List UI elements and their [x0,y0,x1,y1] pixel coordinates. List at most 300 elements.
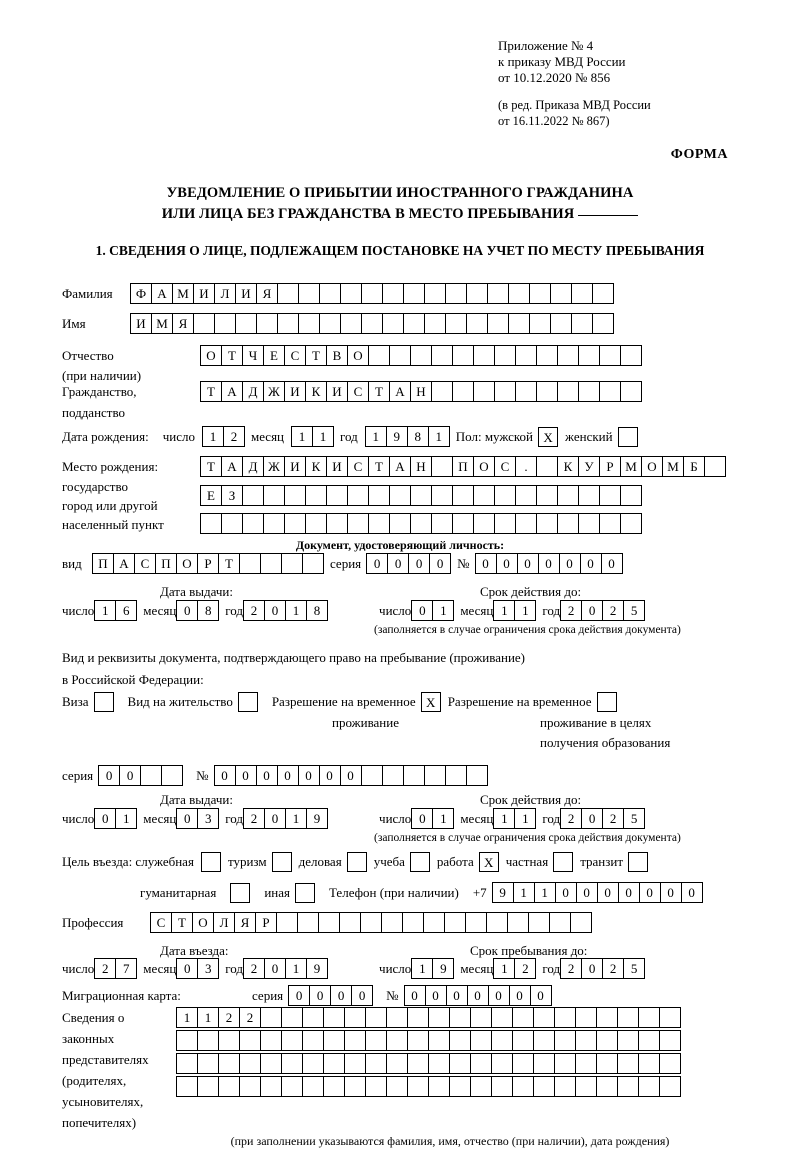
purpose-private-checkbox[interactable] [553,852,573,872]
char-cell[interactable]: С [150,912,172,933]
char-cell[interactable] [298,313,320,334]
char-cell[interactable]: О [200,345,222,366]
char-cell[interactable]: 0 [618,882,640,903]
char-cell[interactable] [323,1007,345,1028]
purpose-transit-checkbox[interactable] [628,852,648,872]
entry-day-boxes[interactable] [94,958,136,979]
char-cell[interactable] [302,1053,324,1074]
char-cell[interactable] [260,553,282,574]
char-cell[interactable] [466,283,488,304]
char-cell[interactable] [592,283,614,304]
char-cell[interactable]: 1 [285,808,307,829]
char-cell[interactable] [508,313,530,334]
char-cell[interactable]: 1 [493,600,515,621]
char-cell[interactable] [487,283,509,304]
char-cell[interactable]: 0 [404,985,426,1006]
char-cell[interactable] [221,513,243,534]
char-cell[interactable] [382,765,404,786]
char-cell[interactable] [529,313,551,334]
char-cell[interactable] [599,513,621,534]
entry-month-boxes[interactable] [176,958,218,979]
char-cell[interactable] [161,765,183,786]
char-cell[interactable] [620,345,642,366]
char-cell[interactable] [473,485,495,506]
char-cell[interactable]: 0 [660,882,682,903]
char-cell[interactable]: 2 [218,1007,240,1028]
char-cell[interactable]: 0 [581,808,603,829]
char-cell[interactable]: О [347,345,369,366]
char-cell[interactable] [575,1053,597,1074]
char-cell[interactable]: 0 [408,553,430,574]
char-cell[interactable] [536,456,558,477]
char-cell[interactable] [389,485,411,506]
char-cell[interactable]: 0 [559,553,581,574]
char-cell[interactable]: 2 [239,1007,261,1028]
char-cell[interactable] [242,513,264,534]
char-cell[interactable] [470,1030,492,1051]
char-cell[interactable] [494,381,516,402]
char-cell[interactable] [284,485,306,506]
char-cell[interactable]: 0 [601,553,623,574]
char-cell[interactable] [319,313,341,334]
char-cell[interactable] [617,1030,639,1051]
char-cell[interactable]: 1 [285,600,307,621]
char-cell[interactable] [570,912,592,933]
char-cell[interactable] [554,1053,576,1074]
char-cell[interactable]: 0 [517,553,539,574]
char-cell[interactable] [659,1076,681,1097]
purpose-humanitarian-checkbox[interactable] [230,883,250,903]
char-cell[interactable] [578,381,600,402]
char-cell[interactable]: 0 [576,882,598,903]
char-cell[interactable] [260,1053,282,1074]
visa-checkbox[interactable] [94,692,114,712]
char-cell[interactable]: 3 [197,958,219,979]
char-cell[interactable]: И [326,456,348,477]
char-cell[interactable]: 1 [432,600,454,621]
char-cell[interactable]: 9 [386,426,408,447]
char-cell[interactable] [557,381,579,402]
char-cell[interactable] [407,1053,429,1074]
char-cell[interactable] [340,283,362,304]
char-cell[interactable] [466,765,488,786]
char-cell[interactable] [536,513,558,534]
char-cell[interactable] [536,485,558,506]
char-cell[interactable] [318,912,340,933]
char-cell[interactable] [276,912,298,933]
char-cell[interactable] [638,1030,660,1051]
char-cell[interactable] [386,1076,408,1097]
char-cell[interactable]: О [192,912,214,933]
char-cell[interactable] [407,1007,429,1028]
char-cell[interactable] [382,283,404,304]
char-cell[interactable] [344,1076,366,1097]
char-cell[interactable]: С [494,456,516,477]
char-cell[interactable]: А [151,283,173,304]
migration-number-boxes[interactable] [404,985,551,1006]
char-cell[interactable]: 0 [488,985,510,1006]
char-cell[interactable] [617,1053,639,1074]
char-cell[interactable] [428,1030,450,1051]
char-cell[interactable] [620,381,642,402]
char-cell[interactable] [659,1007,681,1028]
char-cell[interactable]: М [172,283,194,304]
sex-male-checkbox[interactable]: X [538,427,558,447]
char-cell[interactable] [533,1076,555,1097]
char-cell[interactable] [424,283,446,304]
identity-valid-month-boxes[interactable] [493,600,535,621]
char-cell[interactable] [176,1030,198,1051]
char-cell[interactable] [486,912,508,933]
char-cell[interactable]: О [176,553,198,574]
char-cell[interactable] [281,1007,303,1028]
char-cell[interactable] [449,1030,471,1051]
char-cell[interactable] [512,1007,534,1028]
char-cell[interactable]: Н [410,381,432,402]
char-cell[interactable] [704,456,726,477]
char-cell[interactable]: 0 [387,553,409,574]
char-cell[interactable] [410,345,432,366]
char-cell[interactable]: 1 [428,426,450,447]
char-cell[interactable]: 2 [243,958,265,979]
char-cell[interactable] [491,1007,513,1028]
char-cell[interactable]: 0 [235,765,257,786]
char-cell[interactable] [423,912,445,933]
char-cell[interactable] [368,513,390,534]
char-cell[interactable] [575,1076,597,1097]
char-cell[interactable] [638,1076,660,1097]
char-cell[interactable] [592,313,614,334]
char-cell[interactable] [431,456,453,477]
birth-year-boxes[interactable] [365,426,449,447]
char-cell[interactable] [305,485,327,506]
char-cell[interactable]: 0 [530,985,552,1006]
char-cell[interactable] [239,553,261,574]
char-cell[interactable] [239,1053,261,1074]
char-cell[interactable]: 1 [291,426,313,447]
char-cell[interactable] [617,1007,639,1028]
char-cell[interactable] [596,1053,618,1074]
char-cell[interactable]: А [389,381,411,402]
char-cell[interactable] [176,1076,198,1097]
char-cell[interactable]: Д [242,456,264,477]
char-cell[interactable] [277,313,299,334]
char-cell[interactable]: З [221,485,243,506]
char-cell[interactable] [473,513,495,534]
char-cell[interactable] [473,345,495,366]
char-cell[interactable] [260,1007,282,1028]
char-cell[interactable]: Д [242,381,264,402]
char-cell[interactable] [340,313,362,334]
char-cell[interactable] [347,485,369,506]
char-cell[interactable]: Я [172,313,194,334]
char-cell[interactable] [507,912,529,933]
char-cell[interactable] [445,283,467,304]
char-cell[interactable] [260,1076,282,1097]
char-cell[interactable] [361,313,383,334]
stay-issue-year-boxes[interactable] [243,808,327,829]
birthplace-boxes-row3[interactable] [200,513,641,534]
char-cell[interactable] [381,912,403,933]
char-cell[interactable]: 0 [277,765,299,786]
char-cell[interactable]: 9 [306,808,328,829]
char-cell[interactable]: А [113,553,135,574]
char-cell[interactable] [218,1030,240,1051]
char-cell[interactable] [200,513,222,534]
char-cell[interactable]: И [235,283,257,304]
patronymic-boxes[interactable] [200,345,641,366]
char-cell[interactable] [512,1076,534,1097]
char-cell[interactable] [487,313,509,334]
representatives-boxes-2[interactable] [176,1030,680,1051]
char-cell[interactable] [242,485,264,506]
char-cell[interactable] [403,765,425,786]
char-cell[interactable]: 0 [467,985,489,1006]
char-cell[interactable]: 2 [560,958,582,979]
char-cell[interactable] [297,912,319,933]
char-cell[interactable]: 3 [197,808,219,829]
char-cell[interactable]: 1 [514,600,536,621]
char-cell[interactable]: 0 [580,553,602,574]
char-cell[interactable]: 0 [411,808,433,829]
char-cell[interactable] [596,1007,618,1028]
char-cell[interactable]: С [347,381,369,402]
char-cell[interactable]: 0 [119,765,141,786]
char-cell[interactable]: 6 [115,600,137,621]
char-cell[interactable] [281,1053,303,1074]
char-cell[interactable] [431,345,453,366]
char-cell[interactable] [239,1030,261,1051]
char-cell[interactable] [263,513,285,534]
char-cell[interactable]: И [284,456,306,477]
char-cell[interactable] [386,1007,408,1028]
char-cell[interactable] [344,1007,366,1028]
char-cell[interactable] [571,313,593,334]
char-cell[interactable] [550,283,572,304]
char-cell[interactable]: 0 [496,553,518,574]
char-cell[interactable] [596,1076,618,1097]
char-cell[interactable]: Р [197,553,219,574]
char-cell[interactable]: С [347,456,369,477]
char-cell[interactable]: 8 [197,600,219,621]
char-cell[interactable] [554,1076,576,1097]
char-cell[interactable]: 2 [223,426,245,447]
identity-issue-day-boxes[interactable] [94,600,136,621]
char-cell[interactable]: О [641,456,663,477]
stay-number-boxes[interactable] [214,765,487,786]
char-cell[interactable] [550,313,572,334]
char-cell[interactable] [410,485,432,506]
char-cell[interactable] [403,313,425,334]
char-cell[interactable] [424,765,446,786]
char-cell[interactable]: А [221,456,243,477]
char-cell[interactable] [449,1076,471,1097]
temp-residence-checkbox[interactable]: X [421,692,441,712]
char-cell[interactable] [470,1076,492,1097]
char-cell[interactable] [193,313,215,334]
char-cell[interactable]: 0 [366,553,388,574]
char-cell[interactable] [449,1007,471,1028]
char-cell[interactable] [596,1030,618,1051]
char-cell[interactable] [277,283,299,304]
surname-boxes[interactable] [130,283,613,304]
identity-series-boxes[interactable] [366,553,450,574]
char-cell[interactable] [424,313,446,334]
char-cell[interactable] [360,912,382,933]
char-cell[interactable] [638,1053,660,1074]
char-cell[interactable] [536,381,558,402]
char-cell[interactable]: 0 [446,985,468,1006]
identity-valid-day-boxes[interactable] [411,600,453,621]
edu-residence-checkbox[interactable] [597,692,617,712]
char-cell[interactable]: 2 [602,808,624,829]
char-cell[interactable] [298,283,320,304]
char-cell[interactable] [389,513,411,534]
char-cell[interactable]: 1 [202,426,224,447]
char-cell[interactable] [365,1076,387,1097]
stay-valid-year-boxes[interactable] [560,808,644,829]
birthplace-boxes-row2[interactable] [200,485,641,506]
phone-boxes[interactable] [492,882,702,903]
char-cell[interactable]: 0 [264,600,286,621]
char-cell[interactable]: Т [171,912,193,933]
char-cell[interactable]: 0 [319,765,341,786]
char-cell[interactable] [452,345,474,366]
char-cell[interactable] [620,485,642,506]
char-cell[interactable]: Б [683,456,705,477]
char-cell[interactable]: 0 [264,808,286,829]
char-cell[interactable]: Е [200,485,222,506]
representatives-boxes-3[interactable] [176,1053,680,1074]
char-cell[interactable]: 1 [432,808,454,829]
char-cell[interactable] [302,1007,324,1028]
char-cell[interactable] [361,765,383,786]
char-cell[interactable] [452,513,474,534]
char-cell[interactable]: Ч [242,345,264,366]
char-cell[interactable] [533,1053,555,1074]
char-cell[interactable]: 1 [365,426,387,447]
char-cell[interactable] [302,1030,324,1051]
char-cell[interactable] [323,1076,345,1097]
stay-series-boxes[interactable] [98,765,182,786]
char-cell[interactable]: 0 [509,985,531,1006]
char-cell[interactable] [431,381,453,402]
char-cell[interactable]: 0 [176,808,198,829]
char-cell[interactable]: Н [410,456,432,477]
char-cell[interactable] [452,381,474,402]
char-cell[interactable]: П [452,456,474,477]
char-cell[interactable] [256,313,278,334]
stay-valid-day-boxes[interactable] [411,808,453,829]
char-cell[interactable]: 0 [351,985,373,1006]
char-cell[interactable] [578,345,600,366]
char-cell[interactable] [466,313,488,334]
char-cell[interactable]: Ж [263,381,285,402]
char-cell[interactable]: 0 [176,600,198,621]
char-cell[interactable]: 1 [197,1007,219,1028]
char-cell[interactable]: Е [263,345,285,366]
char-cell[interactable]: 1 [514,808,536,829]
char-cell[interactable] [410,513,432,534]
char-cell[interactable]: И [326,381,348,402]
identity-issue-month-boxes[interactable] [176,600,218,621]
char-cell[interactable] [659,1053,681,1074]
purpose-work-checkbox[interactable]: X [479,852,499,872]
char-cell[interactable]: 2 [243,600,265,621]
char-cell[interactable]: 0 [429,553,451,574]
birthplace-boxes-row1[interactable] [200,456,725,477]
char-cell[interactable]: 0 [639,882,661,903]
char-cell[interactable] [512,1053,534,1074]
char-cell[interactable] [344,1030,366,1051]
birth-month-boxes[interactable] [291,426,333,447]
char-cell[interactable] [512,1030,534,1051]
char-cell[interactable] [529,283,551,304]
char-cell[interactable] [494,513,516,534]
char-cell[interactable] [638,1007,660,1028]
char-cell[interactable]: 0 [581,600,603,621]
char-cell[interactable] [599,485,621,506]
char-cell[interactable] [470,1007,492,1028]
char-cell[interactable]: 0 [425,985,447,1006]
char-cell[interactable]: М [151,313,173,334]
char-cell[interactable] [382,313,404,334]
char-cell[interactable] [491,1076,513,1097]
char-cell[interactable]: 0 [298,765,320,786]
char-cell[interactable]: 8 [407,426,429,447]
char-cell[interactable] [533,1007,555,1028]
char-cell[interactable]: 1 [493,808,515,829]
char-cell[interactable]: 0 [94,808,116,829]
char-cell[interactable] [365,1007,387,1028]
char-cell[interactable] [445,765,467,786]
char-cell[interactable] [281,1076,303,1097]
char-cell[interactable]: Ф [130,283,152,304]
char-cell[interactable] [339,912,361,933]
stay-until-day-boxes[interactable] [411,958,453,979]
char-cell[interactable]: И [284,381,306,402]
char-cell[interactable]: 7 [115,958,137,979]
char-cell[interactable]: А [221,381,243,402]
char-cell[interactable] [515,345,537,366]
char-cell[interactable] [515,485,537,506]
char-cell[interactable] [578,513,600,534]
char-cell[interactable]: И [193,283,215,304]
purpose-official-checkbox[interactable] [201,852,221,872]
char-cell[interactable] [365,1053,387,1074]
char-cell[interactable]: У [578,456,600,477]
char-cell[interactable] [319,283,341,304]
char-cell[interactable]: В [326,345,348,366]
char-cell[interactable] [554,1007,576,1028]
name-boxes[interactable] [130,313,613,334]
char-cell[interactable] [428,1007,450,1028]
char-cell[interactable]: 1 [534,882,556,903]
char-cell[interactable] [549,912,571,933]
char-cell[interactable] [407,1076,429,1097]
char-cell[interactable]: 0 [256,765,278,786]
char-cell[interactable] [557,485,579,506]
char-cell[interactable]: 1 [285,958,307,979]
char-cell[interactable]: 0 [288,985,310,1006]
char-cell[interactable]: П [155,553,177,574]
char-cell[interactable] [494,485,516,506]
char-cell[interactable] [218,1053,240,1074]
char-cell[interactable] [197,1030,219,1051]
char-cell[interactable] [407,1030,429,1051]
char-cell[interactable]: 9 [432,958,454,979]
stay-issue-day-boxes[interactable] [94,808,136,829]
